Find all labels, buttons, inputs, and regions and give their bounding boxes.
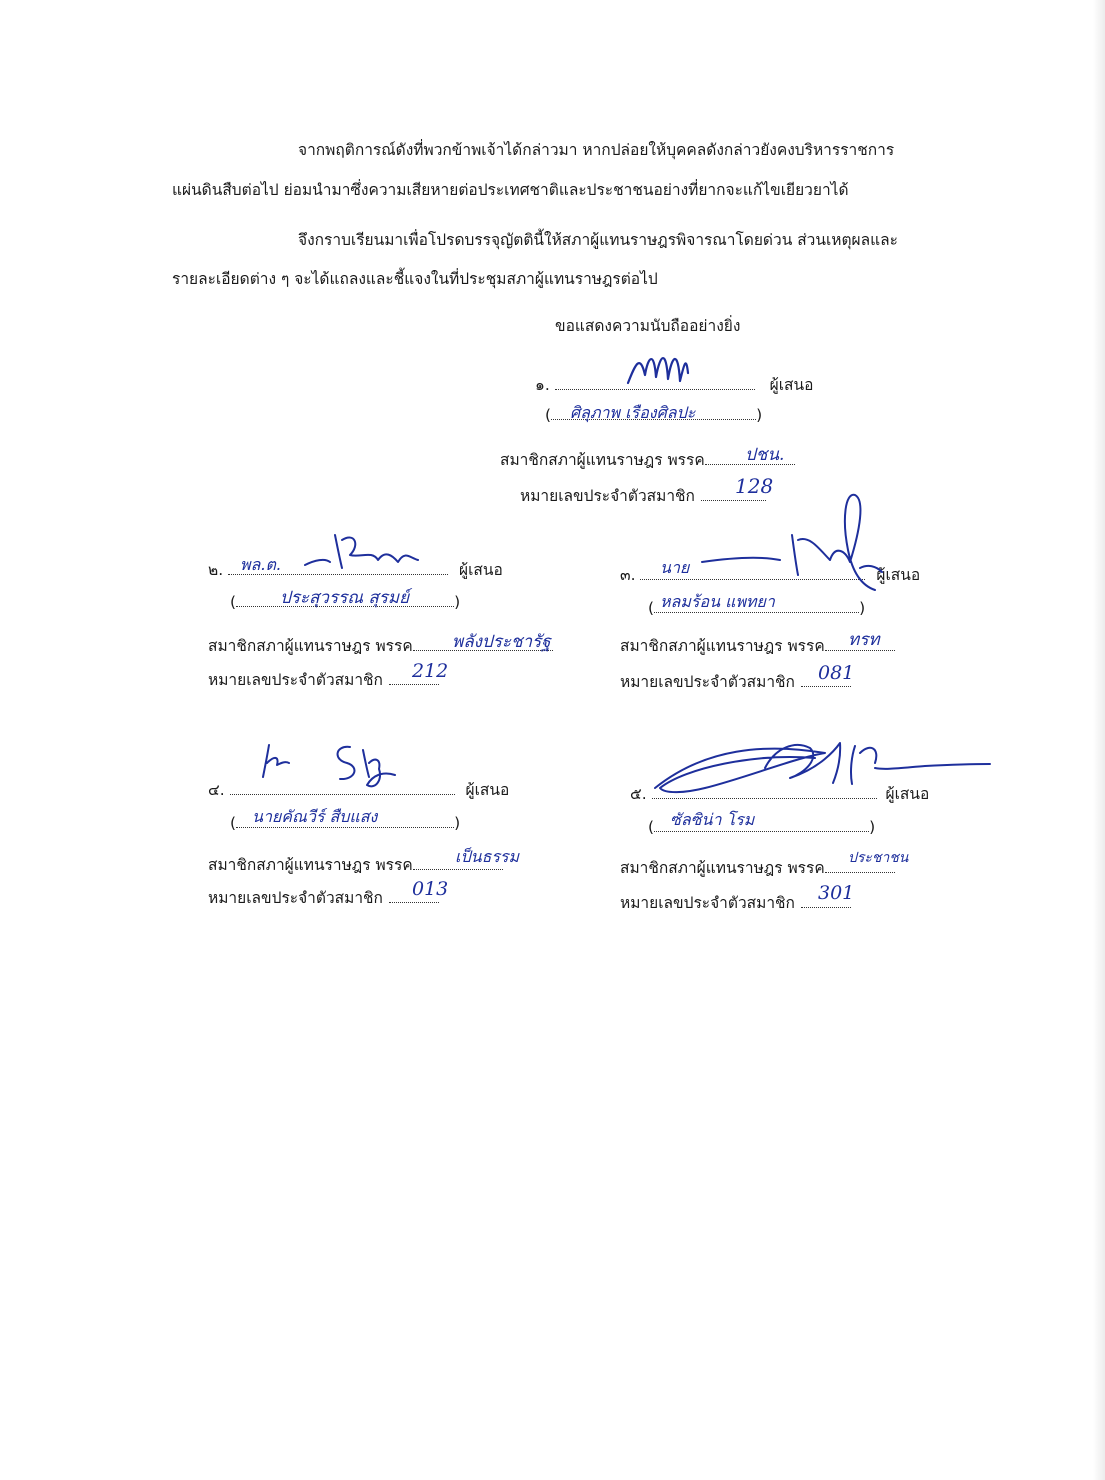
signer-2-number: 212 (412, 660, 449, 682)
signer-5-party: ประชาชน (848, 850, 909, 866)
signer-3-prefix: นาย (660, 558, 690, 577)
signer-5-number-label: หมายเลขประจำตัวสมาชิก (620, 894, 795, 912)
signer-5-number: 301 (818, 882, 855, 904)
signer-2-number-label: หมายเลขประจำตัวสมาชิก (208, 671, 383, 689)
signer-4-name-line: ( ) (230, 814, 461, 832)
signer-3-proposer-label: ผู้เสนอ (876, 566, 921, 584)
signer-3-name-line: ( ) (648, 599, 866, 617)
paragraph-1-line-2: แผ่นดินสืบต่อไป ย่อมนำมาซึ่งความเสียหายต่อประเทศชาติและประชาชนอย่างที่ยากจะแก้ไขเยียวยาได้ (172, 181, 849, 199)
signer-1-index: ๑. (535, 376, 550, 394)
signer-2-name-line: ( ) (230, 593, 461, 611)
signer-2-name: ประสุวรรณ สุรมย์ (280, 588, 410, 608)
paragraph-1-line-1: จากพฤติการณ์ดังที่พวกข้าพเจ้าได้กล่าวมา หากปล่อยให้บุคคลดังกล่าวยังคงบริหารราชการ (298, 141, 895, 159)
signer-2-index: ๒. (208, 561, 224, 579)
signer-5-index: ๕. (630, 785, 647, 803)
signer-2-proposer-label: ผู้เสนอ (459, 561, 503, 579)
signer-4-party-label: สมาชิกสภาผู้แทนราษฎร พรรค (208, 856, 413, 874)
signer-4-number-label: หมายเลขประจำตัวสมาชิก (208, 889, 383, 907)
signer-1-number-label: หมายเลขประจำตัวสมาชิก (520, 487, 695, 505)
signature-1 (620, 345, 690, 395)
signer-2-number-line (208, 670, 439, 690)
signer-4-proposer-label: ผู้เสนอ (465, 781, 510, 799)
page-edge-shadow (1093, 0, 1105, 1480)
signer-5-name-line: ( ) (648, 818, 876, 836)
paragraph-2-line-2: รายละเอียดต่าง ๆ จะได้แถลงและชี้แจงในที่ประชุมสภาผู้แทนราษฎรต่อไป (172, 270, 658, 288)
signer-2-party-label: สมาชิกสภาผู้แทนราษฎร พรรค (208, 637, 413, 655)
signature-4 (255, 735, 435, 795)
signer-3-number-label: หมายเลขประจำตัวสมาชิก (620, 673, 795, 691)
signer-1-name: ศิลุภาพ เรืองศิลปะ (570, 403, 696, 422)
signer-5-party-label: สมาชิกสภาผู้แทนราษฎร พรรค (620, 859, 825, 877)
signer-3-name: หลมร้อน แพทยา (660, 592, 775, 611)
signature-2 (300, 520, 430, 580)
signer-4-number-line (208, 888, 439, 908)
signer-5-number-line (620, 893, 851, 913)
signer-3-number: 081 (818, 662, 855, 684)
signer-3-index: ๓. (620, 566, 636, 584)
signer-1-number: 128 (735, 474, 774, 498)
signer-4-party: เป็นธรรม (455, 847, 520, 866)
signer-5-name: ซัลซิน่า โรม (670, 810, 755, 829)
signer-4-number: 013 (412, 878, 449, 900)
signer-5-proposer-label: ผู้เสนอ (885, 785, 930, 803)
signer-1-party-label: สมาชิกสภาผู้แทนราษฎร พรรค (500, 451, 705, 469)
signature-3 (700, 490, 890, 600)
closing-text: ขอแสดงความนับถืออย่างยิ่ง (555, 317, 741, 335)
signer-1-name-line: ( ) (545, 406, 763, 424)
signer-1-party: ปชน. (745, 445, 785, 465)
paragraph-2-line-1: จึงกราบเรียนมาเพื่อโปรดบรรจุญัตตินี้ให้สภาผู้แทนราษฎรพิจารณาโดยด่วน ส่วนเหตุผลและ (298, 231, 898, 249)
signer-1-proposer-label: ผู้เสนอ (769, 376, 814, 394)
signature-5 (645, 728, 995, 808)
signer-2-party: พลังประชารัฐ (452, 632, 551, 652)
signer-4-index: ๔. (208, 781, 225, 799)
signer-3-party-label: สมาชิกสภาผู้แทนราษฎร พรรค (620, 637, 825, 655)
signer-2-prefix: พล.ต. (240, 555, 281, 574)
signer-3-party: ทรท (848, 630, 880, 650)
signer-4-name: นายคัณวีร์ สืบแสง (252, 807, 378, 826)
signer-3-number-line (620, 672, 851, 692)
